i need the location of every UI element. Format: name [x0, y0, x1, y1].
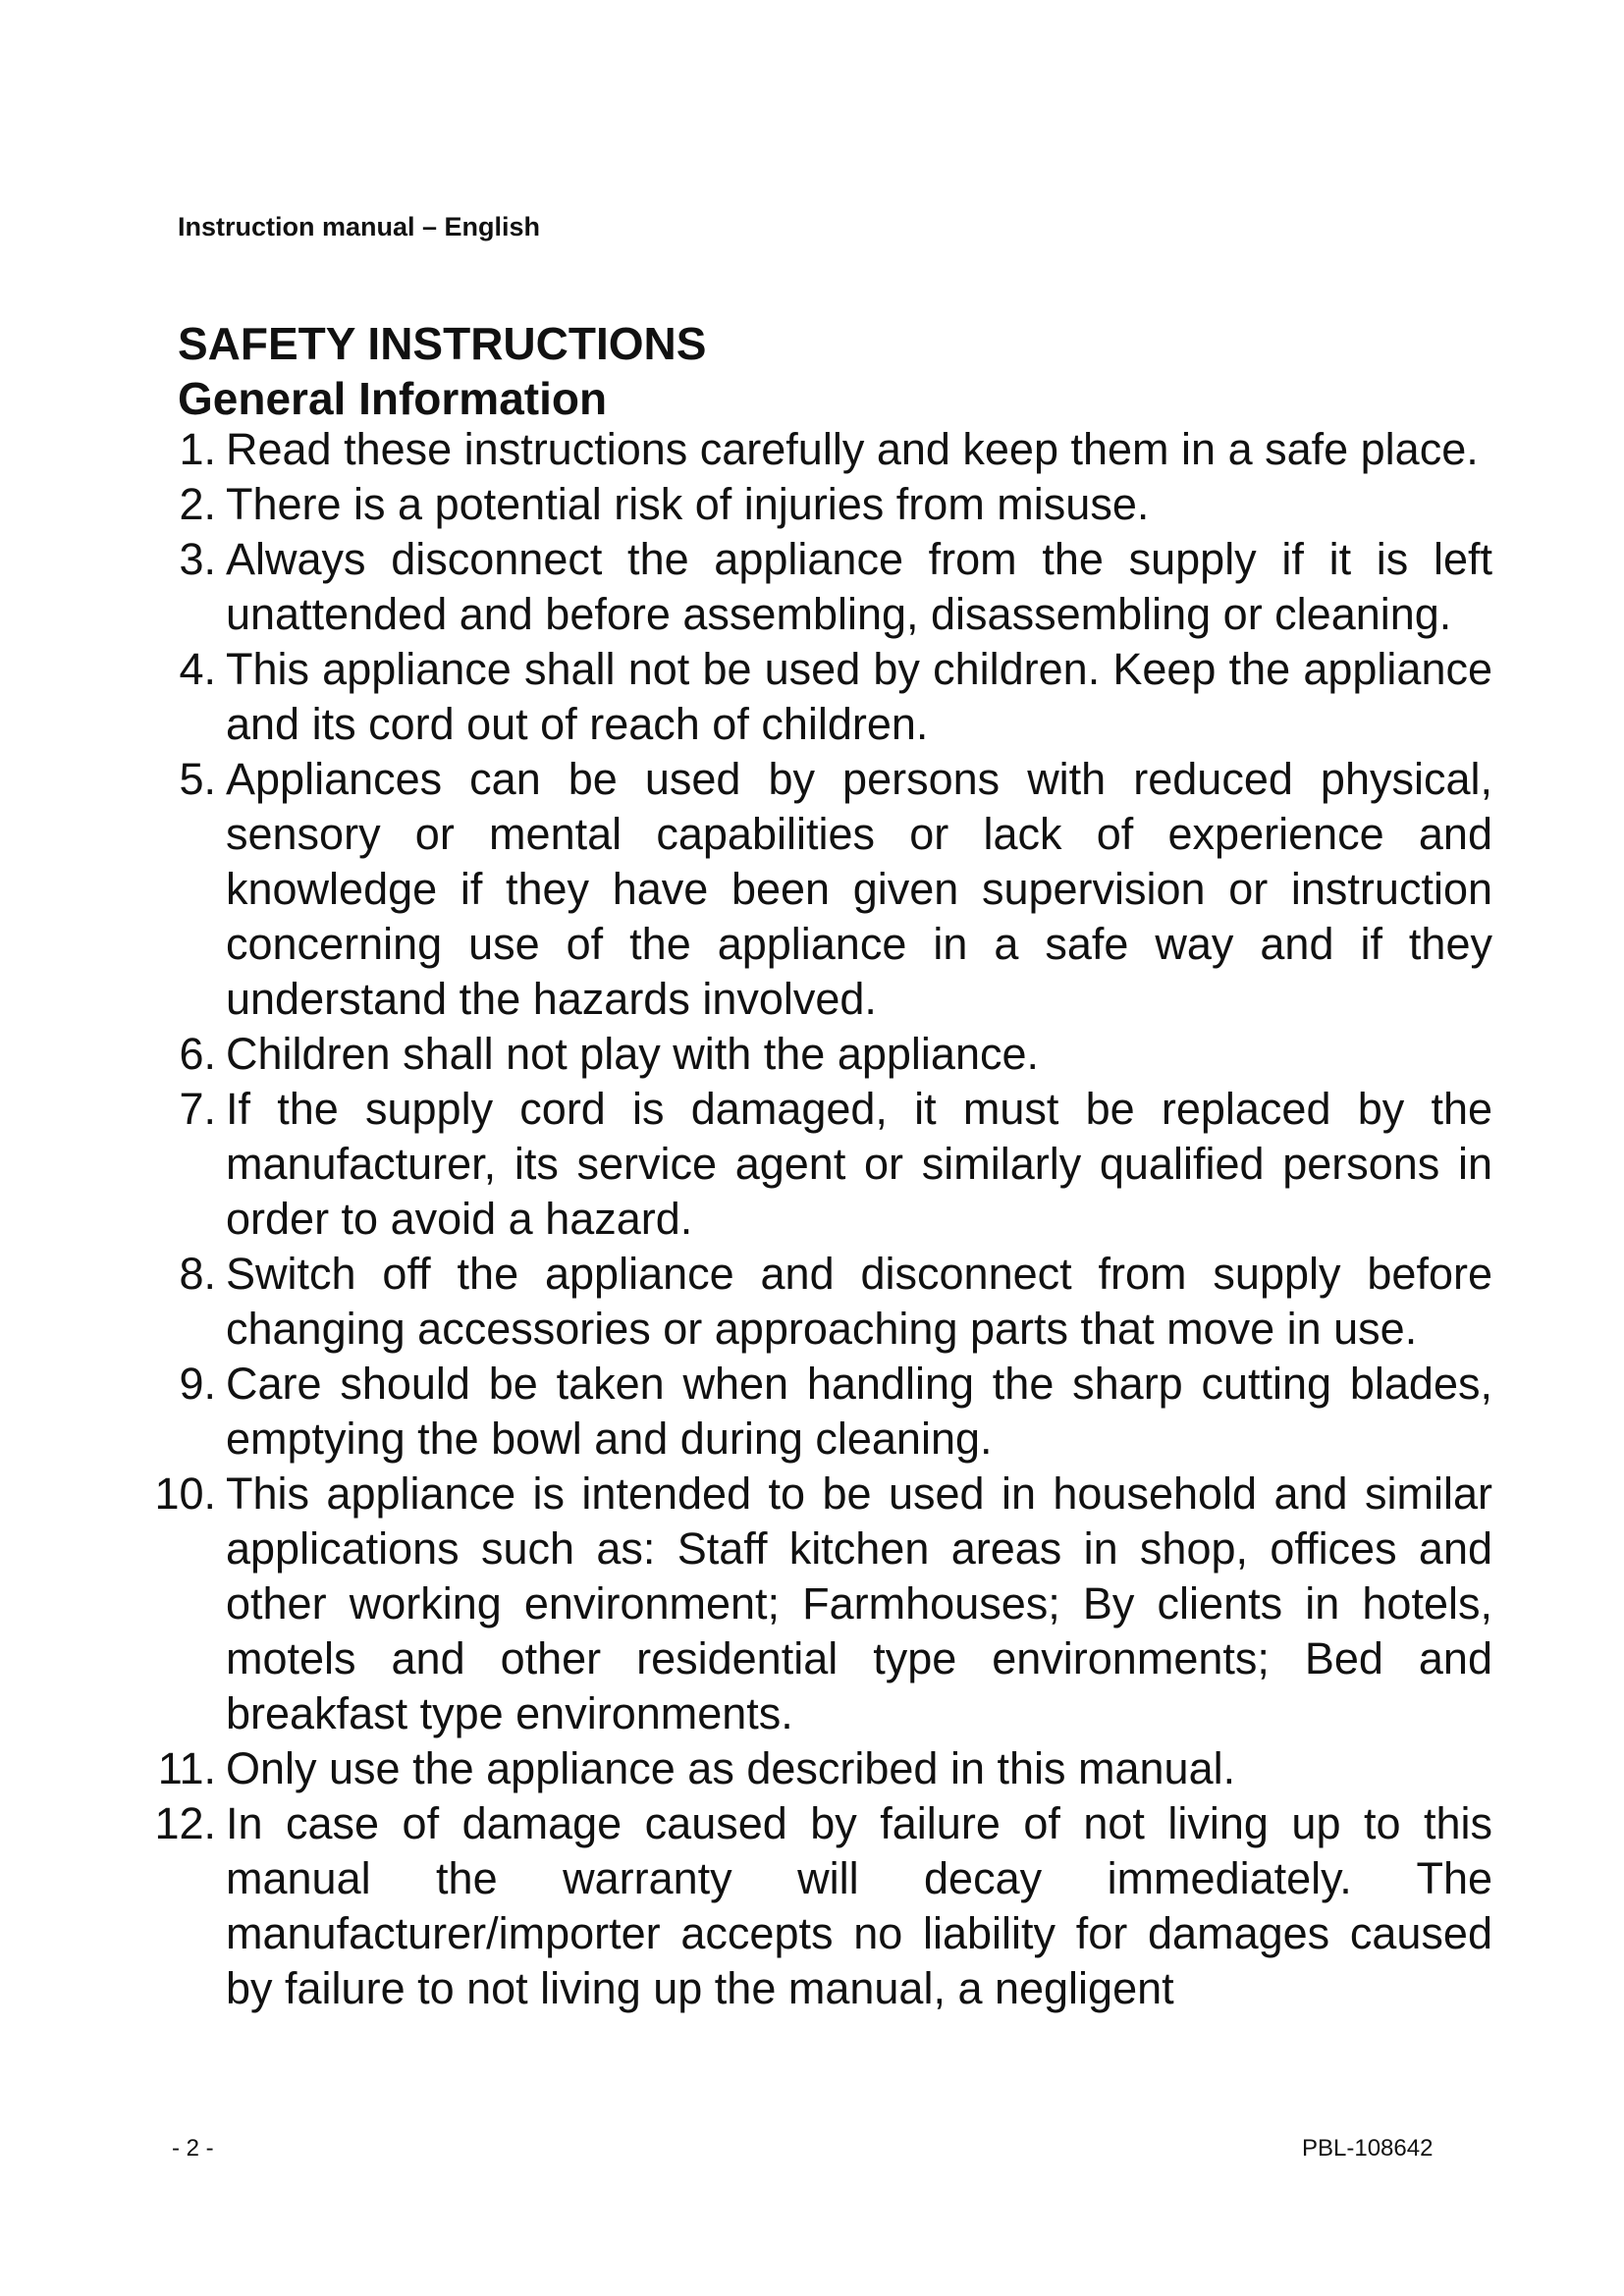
- list-item: [157, 477, 1492, 532]
- list-item-text: Care should be taken when handling the sharp cutting blades, emptying the bowl and during cleaning.: [226, 1359, 1492, 1464]
- list-item-number: 10.: [154, 1468, 216, 1519]
- list-item-number: 12.: [154, 1798, 216, 1848]
- manual-language-header: Instruction manual – English: [178, 212, 541, 241]
- list-item-number: 6.: [179, 1029, 216, 1079]
- list-item-text: Appliances can be used by persons with reduced physical, sensory or mental capabilities or lack of experience and knowledge if they have been given supervision or instruction concerning use of the appliance in a safe way and if they understand the hazards involved.: [226, 754, 1492, 1024]
- product-code: PBL-108642: [1302, 2135, 1434, 2162]
- section-subtitle: General Information: [178, 373, 608, 424]
- list-item: [157, 422, 1492, 477]
- list-item: [157, 1357, 1492, 1467]
- list-item-number: 3.: [179, 534, 216, 584]
- list-item-number: 2.: [179, 479, 216, 529]
- list-item-text: Only use the appliance as described in this manual.: [226, 1743, 1236, 1793]
- list-item-number: 11.: [157, 1743, 216, 1793]
- list-item-number: 8.: [179, 1249, 216, 1299]
- list-item: [157, 532, 1492, 642]
- safety-instructions-list: [154, 422, 1492, 2016]
- list-item: [157, 752, 1492, 1027]
- list-item-text: Children shall not play with the appliance.: [226, 1029, 1039, 1079]
- list-item: [157, 1247, 1492, 1357]
- list-item-number: 7.: [179, 1084, 216, 1134]
- list-item-text: Always disconnect the appliance from the supply if it is left unattended and before assembling, disassembling or cleaning.: [226, 534, 1492, 639]
- list-item-number: 9.: [179, 1359, 216, 1409]
- list-item: [157, 1082, 1492, 1247]
- list-item: [157, 1741, 1492, 1796]
- section-heading: [178, 316, 1474, 426]
- list-item-text: This appliance shall not be used by children. Keep the appliance and its cord out of reach of children.: [226, 644, 1492, 749]
- list-item-number: 5.: [179, 754, 216, 804]
- list-item: [157, 642, 1492, 752]
- list-item: [157, 1027, 1492, 1082]
- list-item: [154, 1467, 1492, 1741]
- page-number: - 2 -: [172, 2135, 214, 2162]
- list-item-text: If the supply cord is damaged, it must be replaced by the manufacturer, its service agent or similarly qualified persons in order to avoid a hazard.: [226, 1084, 1492, 1244]
- list-item-number: 1.: [179, 424, 216, 474]
- list-item-text: This appliance is intended to be used in household and similar applications such as: Staff kitchen areas in shop, offices and other working environment; Farmhouses; By clients in hotels, motels and other residential type environments; Bed and breakfast type environments.: [226, 1468, 1492, 1738]
- list-item-text: Switch off the appliance and disconnect from supply before changing accessories or approaching parts that move in use.: [226, 1249, 1492, 1354]
- list-item-text: In case of damage caused by failure of not living up to this manual the warranty will decay immediately. The manufacturer/importer accepts no liability for damages caused by failure to not living up the manual, a negligent: [226, 1798, 1492, 2013]
- list-item-text: There is a potential risk of injuries from misuse.: [226, 479, 1150, 529]
- section-title: SAFETY INSTRUCTIONS: [178, 318, 707, 369]
- list-item: [154, 1796, 1492, 2016]
- list-item-number: 4.: [179, 644, 216, 694]
- list-item-text: Read these instructions carefully and keep them in a safe place.: [226, 424, 1479, 474]
